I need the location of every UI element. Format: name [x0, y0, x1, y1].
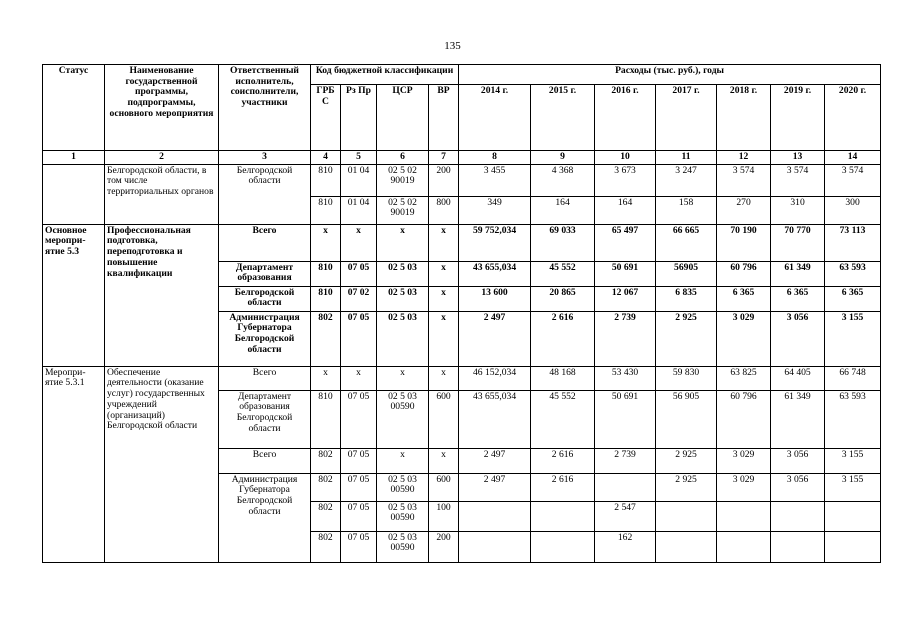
value-cell: 2 497	[459, 473, 531, 501]
csr-cell: 02 5 03 00590	[377, 501, 429, 531]
value-cell	[717, 501, 771, 531]
header-year: 2014 г.	[459, 85, 531, 151]
value-cell: 3 574	[825, 164, 881, 196]
column-number: 4	[311, 151, 341, 165]
executor-cell: Администрация Губернатора Белгородской области	[219, 311, 311, 366]
vr-cell: 200	[429, 531, 459, 562]
value-cell: 164	[595, 196, 656, 224]
value-cell: 2 925	[656, 311, 717, 366]
value-cell: 65 497	[595, 224, 656, 261]
value-cell: 310	[771, 196, 825, 224]
value-cell: 63 593	[825, 261, 881, 286]
value-cell: 270	[717, 196, 771, 224]
value-cell: 3 247	[656, 164, 717, 196]
value-cell: 56905	[656, 261, 717, 286]
column-number: 5	[341, 151, 377, 165]
header-vr: ВР	[429, 85, 459, 151]
grbs-cell: 810	[311, 261, 341, 286]
column-number: 10	[595, 151, 656, 165]
value-cell: 3 029	[717, 448, 771, 473]
value-cell: 2 925	[656, 448, 717, 473]
executor-cell: Всего	[219, 224, 311, 261]
program-name: Белгородской области, в том числе территориальных органов	[105, 164, 219, 224]
rzpr-cell: 07 05	[341, 311, 377, 366]
csr-cell: 02 5 02 90019	[377, 164, 429, 196]
header-code-group: Код бюджетной классификации	[311, 65, 459, 85]
rzpr-cell: х	[341, 224, 377, 261]
header-year: 2018 г.	[717, 85, 771, 151]
value-cell: 2 739	[595, 448, 656, 473]
value-cell: 158	[656, 196, 717, 224]
csr-cell: 02 5 02 90019	[377, 196, 429, 224]
value-cell	[717, 531, 771, 562]
value-cell	[531, 501, 595, 531]
value-cell: 13 600	[459, 286, 531, 311]
rzpr-cell: 07 02	[341, 286, 377, 311]
header-status: Статус	[43, 65, 105, 151]
header-name: Наименование государственной программы, подпрограммы, основного мероприятия	[105, 65, 219, 151]
value-cell: 12 067	[595, 286, 656, 311]
rzpr-cell: х	[341, 366, 377, 390]
rzpr-cell: 07 05	[341, 448, 377, 473]
rzpr-cell: 07 05	[341, 531, 377, 562]
value-cell	[825, 531, 881, 562]
csr-cell: 02 5 03 00590	[377, 531, 429, 562]
value-cell: 300	[825, 196, 881, 224]
value-cell: 53 430	[595, 366, 656, 390]
value-cell: 6 365	[825, 286, 881, 311]
grbs-cell: х	[311, 224, 341, 261]
rzpr-cell: 07 05	[341, 501, 377, 531]
vr-cell: 800	[429, 196, 459, 224]
rzpr-cell: 01 04	[341, 164, 377, 196]
column-number: 6	[377, 151, 429, 165]
value-cell: 45 552	[531, 261, 595, 286]
value-cell: 61 349	[771, 261, 825, 286]
executor-cell: Всего	[219, 366, 311, 390]
value-cell: 2 739	[595, 311, 656, 366]
executor-cell: Белгородской области	[219, 164, 311, 224]
value-cell	[459, 501, 531, 531]
value-cell: 73 113	[825, 224, 881, 261]
header-year: 2020 г.	[825, 85, 881, 151]
value-cell: 6 365	[717, 286, 771, 311]
value-cell: 3 056	[771, 311, 825, 366]
value-cell: 3 029	[717, 311, 771, 366]
value-cell: 64 405	[771, 366, 825, 390]
executor-cell: Департамент образования Белгородской области	[219, 390, 311, 448]
value-cell	[656, 501, 717, 531]
grbs-cell: х	[311, 366, 341, 390]
grbs-cell: 802	[311, 501, 341, 531]
value-cell: 2 616	[531, 311, 595, 366]
value-cell	[531, 531, 595, 562]
csr-cell: 02 5 03 00590	[377, 390, 429, 448]
value-cell: 2 616	[531, 473, 595, 501]
status-cell	[43, 164, 105, 224]
rzpr-cell: 07 05	[341, 261, 377, 286]
vr-cell: х	[429, 448, 459, 473]
grbs-cell: 802	[311, 473, 341, 501]
value-cell: 6 835	[656, 286, 717, 311]
value-cell: 3 574	[717, 164, 771, 196]
value-cell	[656, 531, 717, 562]
header-rzpr: Рз Пр	[341, 85, 377, 151]
value-cell: 60 796	[717, 390, 771, 448]
value-cell: 46 152,034	[459, 366, 531, 390]
vr-cell: 600	[429, 390, 459, 448]
vr-cell: 200	[429, 164, 459, 196]
column-number: 14	[825, 151, 881, 165]
grbs-cell: 810	[311, 164, 341, 196]
status-cell: Основное меропри-ятие 5.3	[43, 224, 105, 366]
value-cell	[595, 473, 656, 501]
value-cell	[771, 501, 825, 531]
value-cell: 349	[459, 196, 531, 224]
value-cell: 3 029	[717, 473, 771, 501]
executor-cell: Администрация Губернатора Белгородской области	[219, 473, 311, 562]
grbs-cell: 802	[311, 448, 341, 473]
value-cell	[825, 501, 881, 531]
value-cell: 6 365	[771, 286, 825, 311]
value-cell: 3 455	[459, 164, 531, 196]
vr-cell: х	[429, 261, 459, 286]
vr-cell: х	[429, 224, 459, 261]
header-executor: Ответственный исполнитель, соисполнители, участники	[219, 65, 311, 151]
header-csr: ЦСР	[377, 85, 429, 151]
header-year: 2019 г.	[771, 85, 825, 151]
grbs-cell: 802	[311, 531, 341, 562]
value-cell: 59 830	[656, 366, 717, 390]
column-number: 13	[771, 151, 825, 165]
column-number: 9	[531, 151, 595, 165]
value-cell: 164	[531, 196, 595, 224]
value-cell: 3 673	[595, 164, 656, 196]
value-cell: 50 691	[595, 261, 656, 286]
value-cell: 2 925	[656, 473, 717, 501]
value-cell: 45 552	[531, 390, 595, 448]
value-cell: 59 752,034	[459, 224, 531, 261]
column-number: 8	[459, 151, 531, 165]
executor-cell: Всего	[219, 448, 311, 473]
column-number: 2	[105, 151, 219, 165]
header-year: 2016 г.	[595, 85, 656, 151]
value-cell	[459, 531, 531, 562]
value-cell: 70 190	[717, 224, 771, 261]
column-number: 1	[43, 151, 105, 165]
csr-cell: 02 5 03	[377, 261, 429, 286]
header-grbs: ГРБ С	[311, 85, 341, 151]
column-number: 3	[219, 151, 311, 165]
page-number: 135	[444, 40, 461, 52]
grbs-cell: 810	[311, 390, 341, 448]
value-cell: 2 616	[531, 448, 595, 473]
value-cell: 66 665	[656, 224, 717, 261]
rzpr-cell: 01 04	[341, 196, 377, 224]
executor-cell: Департамент образования	[219, 261, 311, 286]
value-cell: 3 056	[771, 473, 825, 501]
value-cell: 20 865	[531, 286, 595, 311]
value-cell: 60 796	[717, 261, 771, 286]
value-cell: 43 655,034	[459, 390, 531, 448]
value-cell: 3 155	[825, 473, 881, 501]
csr-cell: 02 5 03 00590	[377, 473, 429, 501]
column-number: 11	[656, 151, 717, 165]
header-year: 2015 г.	[531, 85, 595, 151]
vr-cell: х	[429, 366, 459, 390]
grbs-cell: 802	[311, 311, 341, 366]
rzpr-cell: 07 05	[341, 390, 377, 448]
rzpr-cell: 07 05	[341, 473, 377, 501]
value-cell: 2 497	[459, 448, 531, 473]
value-cell: 162	[595, 531, 656, 562]
column-number: 12	[717, 151, 771, 165]
value-cell: 63 593	[825, 390, 881, 448]
csr-cell: х	[377, 224, 429, 261]
value-cell: 66 748	[825, 366, 881, 390]
grbs-cell: 810	[311, 196, 341, 224]
value-cell: 4 368	[531, 164, 595, 196]
vr-cell: х	[429, 286, 459, 311]
vr-cell: 100	[429, 501, 459, 531]
value-cell: 2 547	[595, 501, 656, 531]
value-cell: 3 056	[771, 448, 825, 473]
value-cell: 50 691	[595, 390, 656, 448]
csr-cell: х	[377, 448, 429, 473]
header-expenses-group: Расходы (тыс. руб.), годы	[459, 65, 881, 85]
csr-cell: 02 5 03	[377, 311, 429, 366]
grbs-cell: 810	[311, 286, 341, 311]
program-name: Профессиональная подготовка, переподготовка и повышение квалификации	[105, 224, 219, 366]
vr-cell: х	[429, 311, 459, 366]
status-cell: Меропри-ятие 5.3.1	[43, 366, 105, 562]
executor-cell: Белгородской области	[219, 286, 311, 311]
header-year: 2017 г.	[656, 85, 717, 151]
column-number: 7	[429, 151, 459, 165]
value-cell: 2 497	[459, 311, 531, 366]
value-cell: 3 155	[825, 311, 881, 366]
value-cell: 61 349	[771, 390, 825, 448]
value-cell: 3 155	[825, 448, 881, 473]
vr-cell: 600	[429, 473, 459, 501]
program-name: Обеспечение деятельности (оказание услуг) государственных учреждений (организаций) Белгородской области	[105, 366, 219, 562]
csr-cell: х	[377, 366, 429, 390]
value-cell: 56 905	[656, 390, 717, 448]
value-cell: 43 655,034	[459, 261, 531, 286]
value-cell: 63 825	[717, 366, 771, 390]
value-cell: 70 770	[771, 224, 825, 261]
budget-table	[42, 64, 881, 563]
value-cell: 69 033	[531, 224, 595, 261]
value-cell	[771, 531, 825, 562]
value-cell: 48 168	[531, 366, 595, 390]
value-cell: 3 574	[771, 164, 825, 196]
csr-cell: 02 5 03	[377, 286, 429, 311]
